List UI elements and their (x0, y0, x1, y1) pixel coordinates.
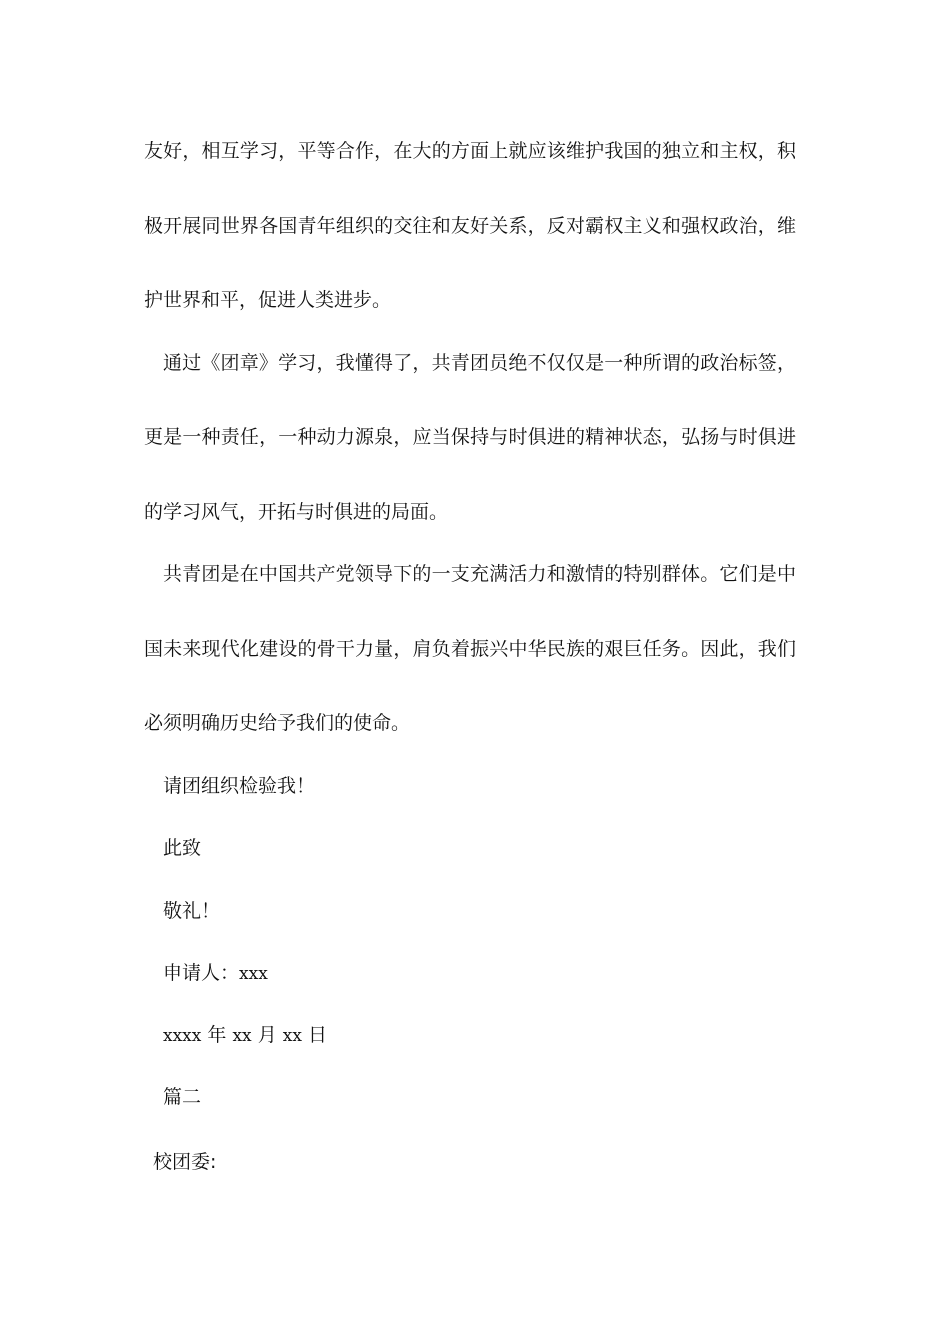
paragraph-1-line-3: 护世界和平，促进人类进步。 (144, 289, 392, 311)
date-month: xx (232, 1026, 252, 1046)
paragraph-1-line-2: 极开展同世界各国青年组织的交往和友好关系，反对霸权主义和强权政治，维 (144, 215, 796, 237)
paragraph-2-line-1: 通过《团章》学习，我懂得了，共青团员绝不仅仅是一种所谓的政治标签， (163, 352, 796, 374)
date-day: xx (282, 1026, 302, 1046)
paragraph-3-line-2: 国未来现代化建设的骨干力量，肩负着振兴中华民族的艰巨任务。因此，我们 (144, 638, 796, 660)
paragraph-2-line-2: 更是一种责任，一种动力源泉，应当保持与时俱进的精神状态，弘扬与时俱进 (144, 426, 796, 448)
date-line (163, 1022, 327, 1049)
salutation-line-2: 敬礼！ (163, 900, 221, 922)
request-line: 请团组织检验我！ (163, 775, 316, 797)
paragraph-1-line-1: 友好，相互学习，平等合作，在大的方面上就应该维护我国的独立和主权，积 (144, 140, 796, 162)
addressee-line: 校团委: (153, 1151, 217, 1173)
paragraph-2-line-3: 的学习风气，开拓与时俱进的局面。 (144, 501, 449, 523)
paragraph-3-line-3: 必须明确历史给予我们的使命。 (144, 712, 411, 734)
date-year-unit: 年 (207, 1024, 227, 1046)
salutation-line-1: 此致 (163, 837, 202, 859)
paragraph-3-line-1: 共青团是在中国共产党领导下的一支充满活力和激情的特别群体。它们是中 (163, 563, 796, 585)
date-year: xxxx (163, 1026, 202, 1046)
applicant-label: 申请人： (163, 962, 240, 984)
applicant-name: xxx (239, 964, 268, 984)
date-month-unit: 月 (257, 1024, 277, 1046)
date-day-unit: 日 (308, 1024, 328, 1046)
section-heading: 篇二 (163, 1086, 202, 1108)
applicant-line (163, 960, 268, 987)
